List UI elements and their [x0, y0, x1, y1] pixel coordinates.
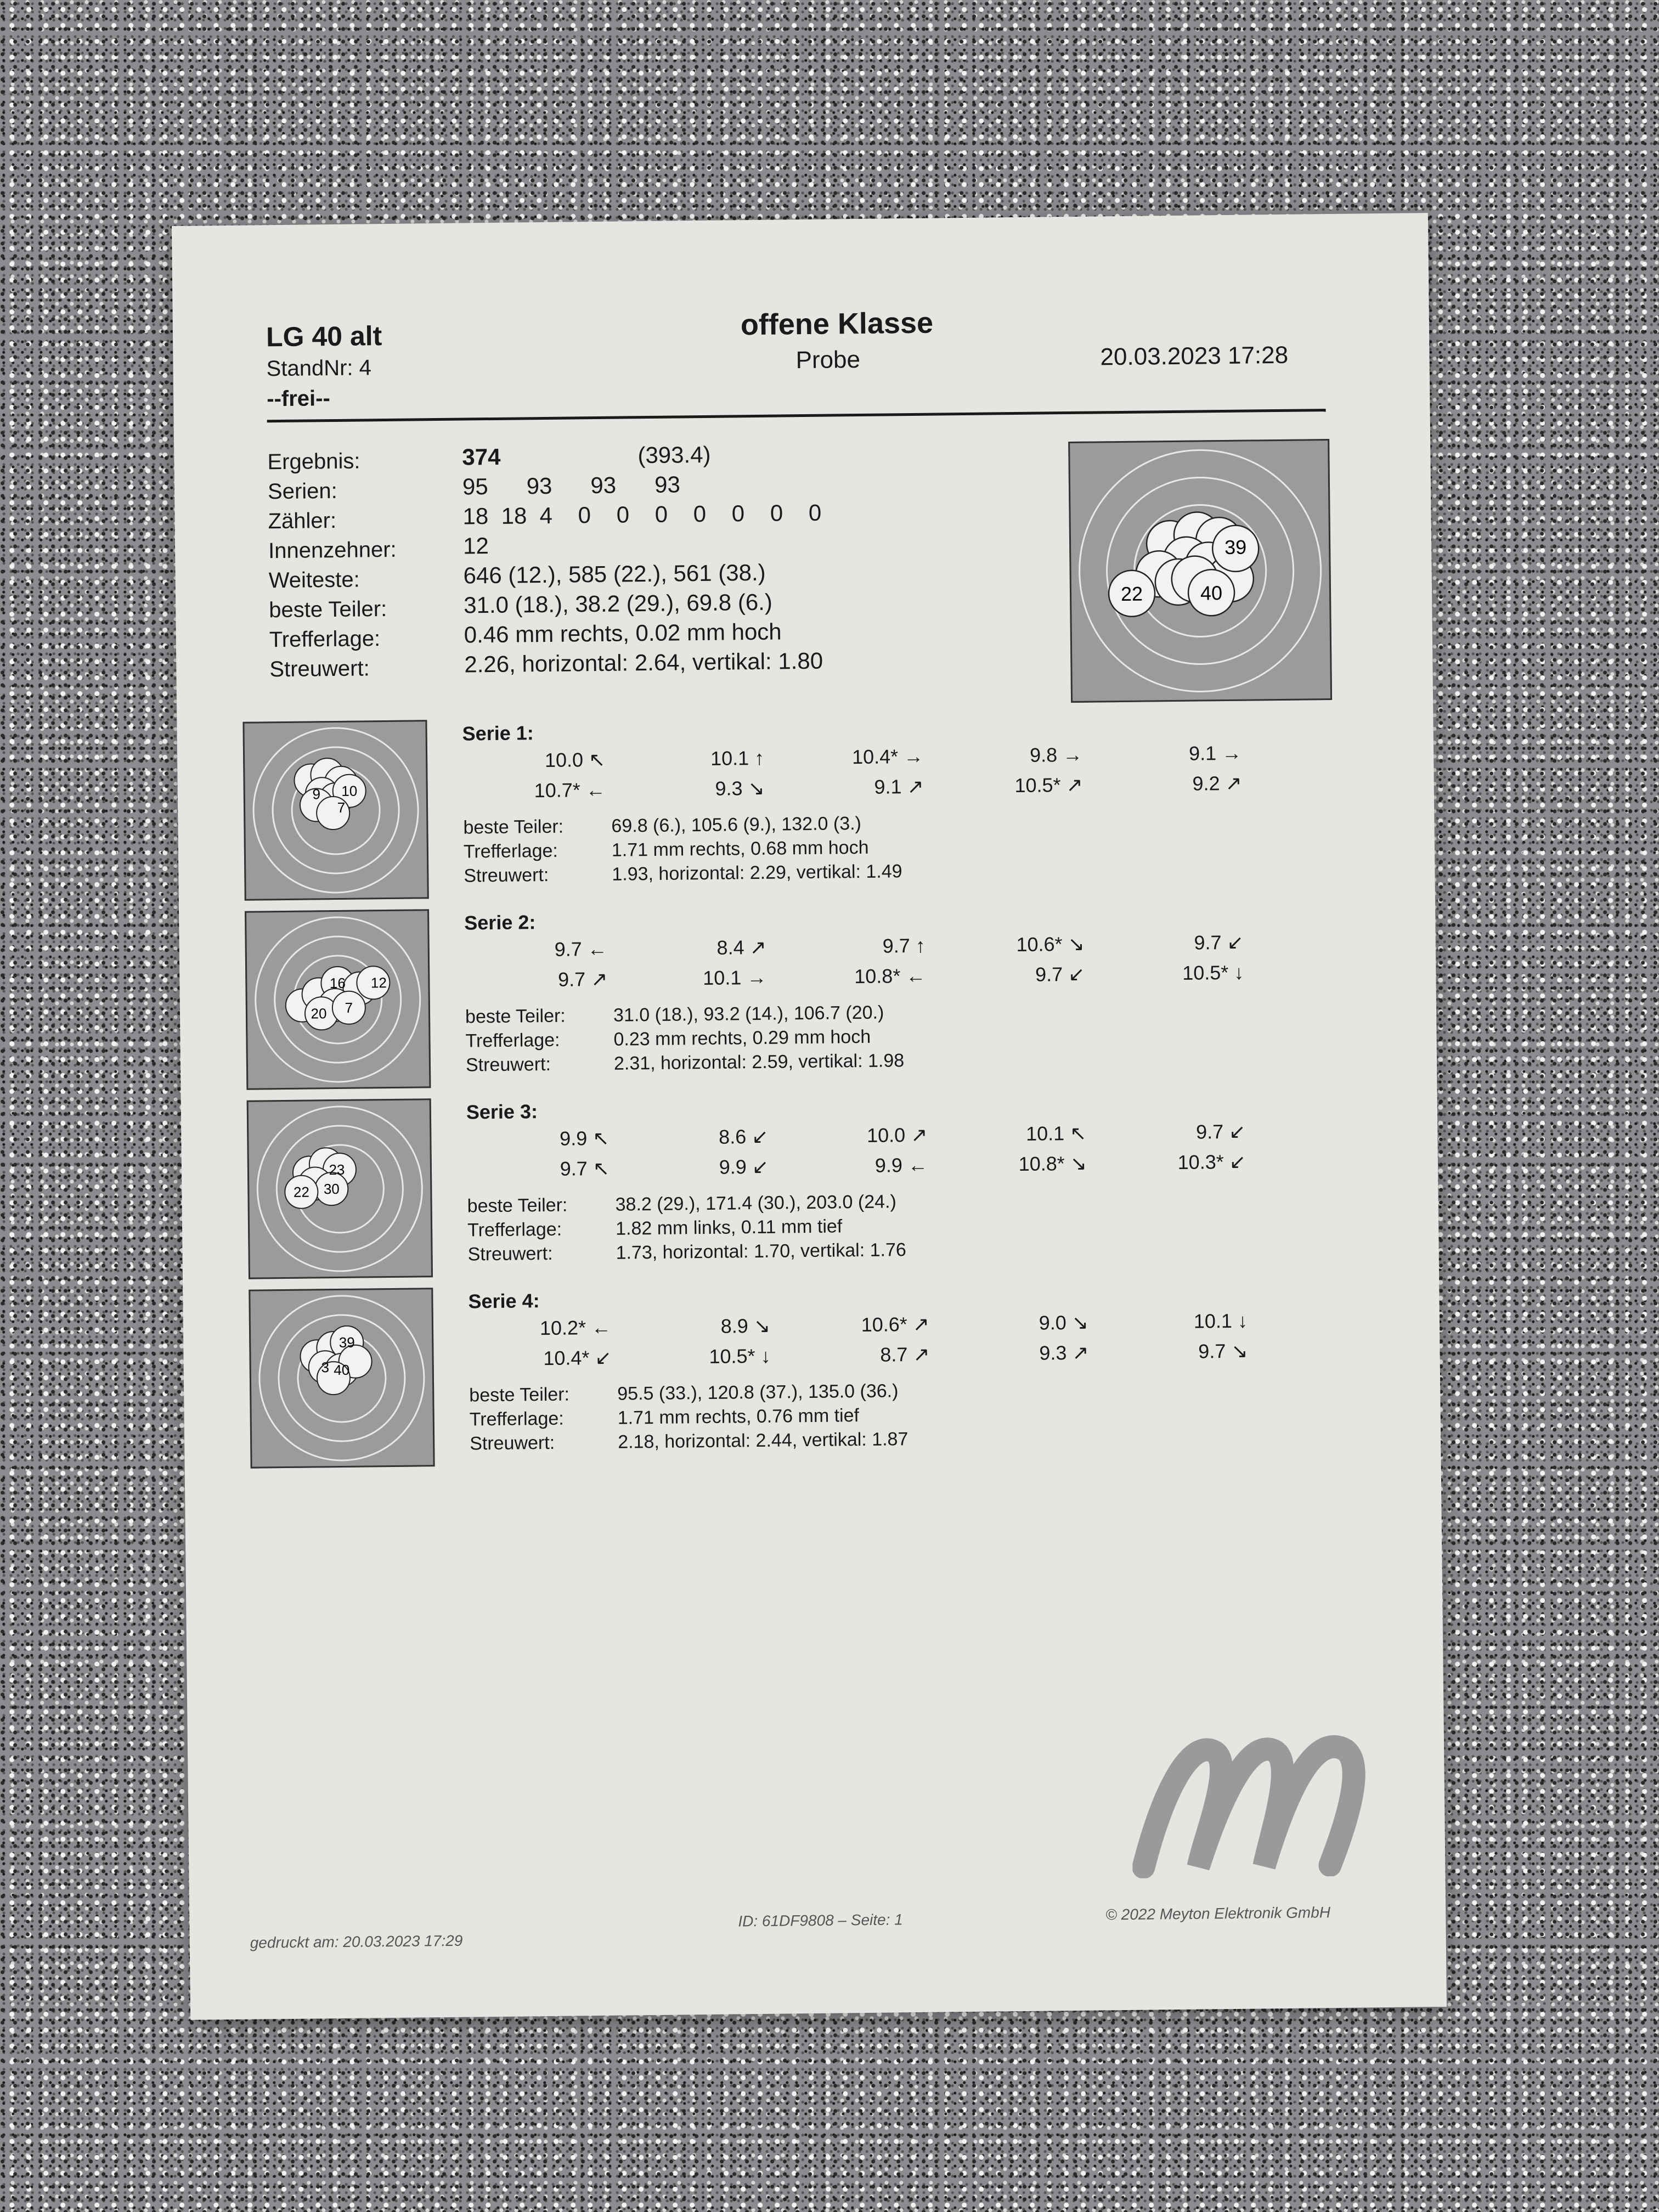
- series-target: [249, 1288, 435, 1469]
- target-label: 39: [338, 1334, 355, 1351]
- target-label: 3: [321, 1359, 330, 1376]
- shot-value: 9.2 ↗: [1192, 771, 1242, 795]
- hit-position: 1.71 mm rechts, 0.68 mm hoch: [611, 837, 869, 861]
- spread-value: 1.73, horizontal: 1.70, vertikal: 1.76: [616, 1239, 906, 1263]
- spread-value: 2.31, horizontal: 2.59, vertikal: 1.98: [613, 1050, 905, 1074]
- shot-value: 8.9 ↘: [720, 1314, 771, 1338]
- best-divisor: 38.2 (29.), 171.4 (30.), 203.0 (24.): [615, 1191, 897, 1215]
- best-divisor: 31.0 (18.), 38.2 (29.), 69.8 (6.): [463, 589, 773, 618]
- summary-label: Weiteste:: [268, 567, 360, 593]
- shot-value: 8.4 ↗: [716, 935, 766, 959]
- result-total: 374: [462, 443, 501, 470]
- summary-label: beste Teiler:: [269, 597, 387, 623]
- shot-value: 9.9 ←: [874, 1153, 928, 1177]
- summary-label: Streuwert:: [269, 656, 370, 682]
- summary-labels: [267, 446, 398, 684]
- stat-label: beste Teiler:: [469, 1384, 570, 1406]
- counter-values: 18 18 4 0 0 0 0 0 0 0: [462, 499, 822, 529]
- best-divisor: 31.0 (18.), 93.2 (14.), 106.7 (20.): [613, 1002, 884, 1026]
- hit-position: 0.46 mm rechts, 0.02 mm hoch: [464, 618, 782, 648]
- stat-label: Streuwert:: [464, 864, 549, 887]
- meyton-logo: [1131, 1717, 1369, 1881]
- discipline: LG 40 alt: [266, 320, 382, 353]
- shot-value: 10.3* ↙: [1177, 1150, 1246, 1173]
- stand-number: StandNr: 4: [266, 356, 372, 381]
- target-label: 40: [334, 1361, 350, 1379]
- spread-value: 1.93, horizontal: 2.29, vertikal: 1.49: [612, 861, 902, 885]
- stat-label: Streuwert:: [470, 1432, 555, 1454]
- shot-value: 9.8 →: [1029, 743, 1083, 766]
- hit-position: 1.82 mm links, 0.11 mm tief: [615, 1216, 843, 1239]
- shot-value: 10.1 ↓: [1193, 1309, 1248, 1333]
- document-id: ID: 61DF9808 – Seite: 1: [738, 1911, 903, 1930]
- spread-value: 2.26, horizontal: 2.64, vertikal: 1.80: [464, 647, 823, 678]
- shot-value: 9.7 ↑: [882, 934, 926, 957]
- shot-value: 10.8* ↘: [1018, 1152, 1087, 1176]
- target-label: 7: [337, 799, 346, 816]
- shot-value: 9.3 ↘: [715, 776, 765, 800]
- series-title: Serie 2:: [464, 911, 536, 934]
- widest: 646 (12.), 585 (22.), 561 (38.): [463, 559, 766, 589]
- hit-position: 0.23 mm rechts, 0.29 mm hoch: [613, 1026, 871, 1050]
- shot-value: 10.6* ↘: [1016, 932, 1085, 956]
- score-sheet: [172, 213, 1447, 2020]
- shot-value: 10.1 ↑: [710, 746, 765, 770]
- shot-value: 9.7 ↖: [560, 1156, 610, 1180]
- summary-target: [1068, 439, 1332, 703]
- shot-value: 10.1 ↖: [1025, 1121, 1087, 1145]
- shot-value: 9.7 ↘: [1198, 1339, 1248, 1363]
- copyright: © 2022 Meyton Elektronik GmbH: [1105, 1904, 1331, 1923]
- shot-value: 9.9 ↖: [559, 1126, 610, 1150]
- shot-value: 10.1 →: [703, 966, 767, 990]
- stat-label: Streuwert:: [465, 1053, 551, 1076]
- target-label: 39: [1224, 535, 1247, 559]
- best-divisor: 95.5 (33.), 120.8 (37.), 135.0 (36.): [617, 1380, 899, 1404]
- target-label: 30: [323, 1180, 340, 1198]
- frei-label: --frei--: [267, 386, 331, 411]
- shot-value: 10.5* ↓: [1182, 961, 1244, 984]
- shot-value: 10.4* →: [851, 744, 924, 769]
- summary-values: [462, 439, 823, 680]
- series-title: Serie 4:: [468, 1289, 540, 1313]
- shot-value: 9.7 ←: [554, 937, 607, 961]
- shot-value: 9.0 ↘: [1039, 1311, 1089, 1334]
- stat-label: Trefferlage:: [463, 840, 558, 862]
- summary-label: Ergebnis:: [267, 449, 360, 475]
- series-target: [242, 720, 428, 901]
- target-label: 20: [311, 1005, 327, 1022]
- datetime: 20.03.2023 17:28: [1100, 341, 1289, 371]
- best-divisor: 69.8 (6.), 105.6 (9.), 132.0 (3.): [611, 812, 862, 837]
- shot-value: 9.1 ↗: [874, 775, 924, 798]
- class-title: offene Klasse: [740, 306, 934, 342]
- shot-value: 10.5* ↗: [1014, 773, 1083, 797]
- shot-value: 9.3 ↗: [1039, 1341, 1089, 1364]
- summary-label: Zähler:: [268, 508, 337, 534]
- summary-label: Serien:: [267, 478, 337, 504]
- spread-value: 2.18, horizontal: 2.44, vertikal: 1.87: [617, 1429, 909, 1453]
- shot-value: 9.7 ↙: [1195, 1120, 1246, 1143]
- target-label: 22: [1120, 582, 1143, 605]
- summary-label: Innenzehner:: [268, 537, 397, 563]
- shot-value: 10.0 ↖: [544, 748, 606, 772]
- series-title: Serie 1:: [462, 721, 534, 745]
- target-label: 16: [329, 974, 346, 992]
- shot-value: 9.9 ↙: [719, 1155, 769, 1178]
- stat-label: beste Teiler:: [463, 816, 564, 838]
- shot-value: 9.1 →: [1188, 741, 1242, 765]
- shot-value: 9.7 ↙: [1194, 930, 1244, 954]
- printed-date: gedruckt am: 20.03.2023 17:29: [250, 1932, 463, 1951]
- inner-tens: 12: [462, 533, 489, 559]
- target-label: 9: [312, 786, 321, 803]
- stat-label: beste Teiler:: [465, 1005, 566, 1028]
- header-divider: [267, 409, 1326, 422]
- stat-label: Streuwert:: [467, 1243, 553, 1265]
- summary-label: Trefferlage:: [269, 627, 381, 652]
- shot-value: 9.7 ↗: [557, 967, 608, 991]
- stat-label: Trefferlage:: [465, 1029, 560, 1052]
- shot-value: 10.7* ←: [534, 778, 606, 802]
- target-label: 10: [341, 782, 358, 799]
- shot-value: 10.8* ←: [854, 964, 926, 988]
- stat-label: beste Teiler:: [467, 1194, 568, 1217]
- result-decimal: (393.4): [637, 441, 711, 469]
- stat-label: Trefferlage:: [467, 1218, 562, 1241]
- series-title: Serie 3:: [466, 1100, 538, 1124]
- series-target: [247, 1098, 433, 1279]
- target-label: 12: [370, 974, 387, 991]
- shot-value: 10.6* ↗: [861, 1312, 930, 1336]
- shot-value: 10.0 ↗: [866, 1123, 928, 1147]
- probe-label: Probe: [795, 346, 861, 374]
- target-label: 7: [345, 999, 353, 1016]
- series-target: [245, 909, 431, 1090]
- target-label: 22: [293, 1183, 310, 1200]
- target-label: 40: [1200, 582, 1223, 605]
- target-label: 23: [329, 1161, 345, 1178]
- shot-value: 8.7 ↗: [880, 1342, 930, 1366]
- hit-position: 1.71 mm rechts, 0.76 mm tief: [617, 1405, 860, 1429]
- shot-value: 8.6 ↙: [718, 1125, 769, 1148]
- shot-value: 10.4* ↙: [543, 1346, 612, 1370]
- series-scores: 95 93 93 93: [462, 471, 681, 500]
- shot-value: 9.7 ↙: [1035, 962, 1085, 986]
- shot-value: 10.5* ↓: [709, 1344, 771, 1368]
- shot-value: 10.2* ←: [539, 1316, 612, 1340]
- stat-label: Trefferlage:: [469, 1408, 564, 1430]
